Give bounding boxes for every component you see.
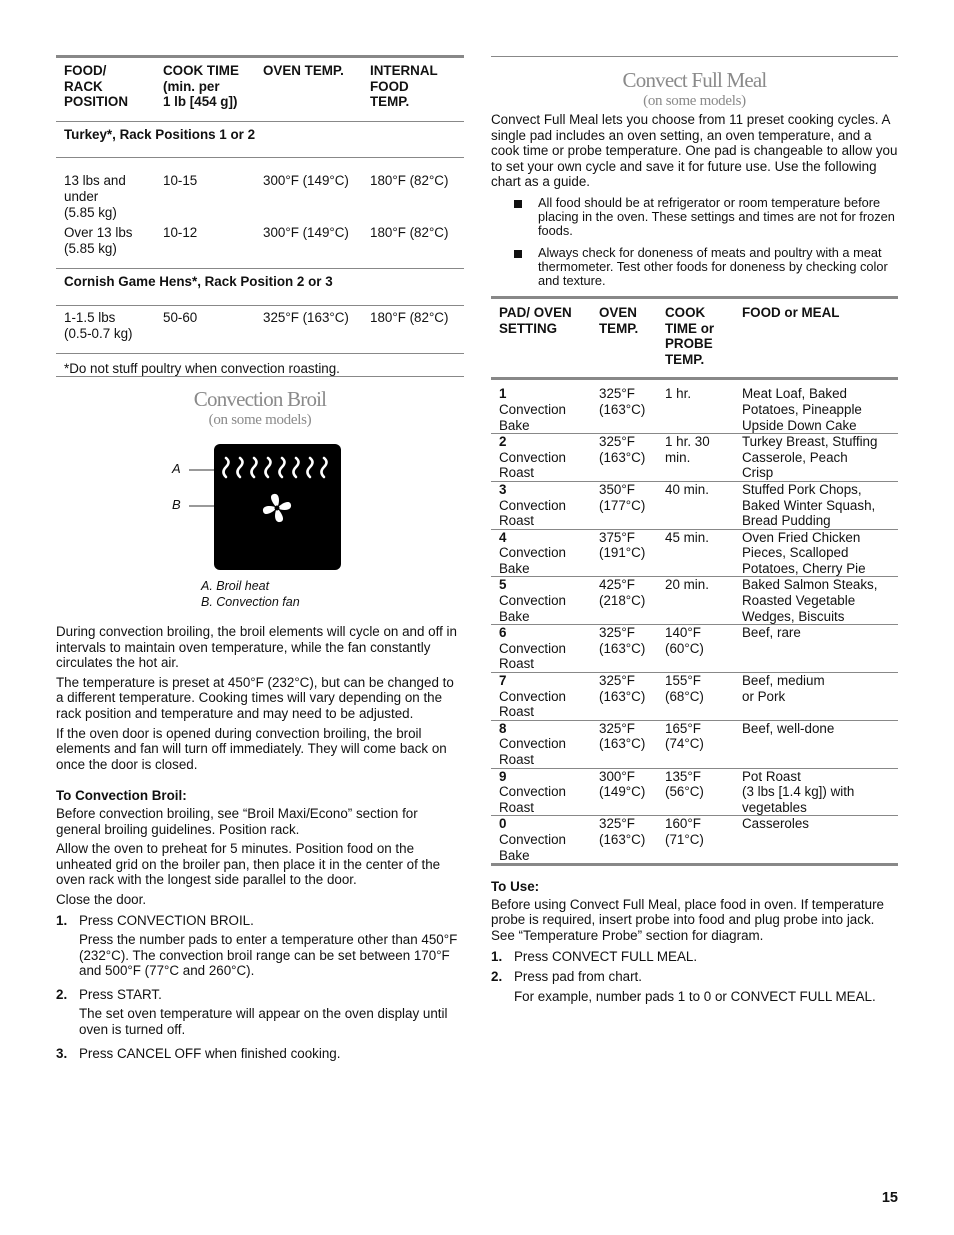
- cell-cook-time: [657, 434, 734, 482]
- cell-oven-temp: [591, 481, 657, 529]
- oven-setting: Convection Roast: [499, 736, 566, 767]
- cell-cook-time-text: 1 hr.: [665, 386, 692, 402]
- header-oven-temp: OVEN TEMP.: [591, 297, 657, 378]
- table-row: 13 lbs and under (5.85 kg) 10-15 300°F (149°C) 180°F (82°C): [64, 173, 449, 220]
- cell-cook-time: [657, 481, 734, 529]
- step-2: 2. Press START. The set oven temperature will appear on the oven display until oven is turned off.: [56, 986, 448, 1038]
- convect-full-meal-section: [491, 56, 898, 1004]
- cell-oven-temp: [591, 434, 657, 482]
- figure-label-b: B: [172, 497, 181, 512]
- body-paragraph: During convection broiling, the broil elements will cycle on and off in intervals to maintain oven temperature, while the fan constantly circulates the hot air.: [56, 624, 457, 671]
- oven-setting: Convection Bake: [499, 831, 566, 863]
- table-row: [491, 673, 898, 721]
- header-cook-time: COOK TIME or PROBE TEMP.: [657, 297, 734, 378]
- step-2: 2. Press pad from chart. For example, number pads 1 to 0 or CONVECT FULL MEAL.: [491, 969, 876, 1004]
- cell-cook-time: [657, 379, 734, 434]
- header-food-meal: FOOD or MEAL: [734, 297, 898, 378]
- caption-broil-heat: A. Broil heat: [201, 579, 270, 593]
- cell-cook-time: [657, 720, 734, 768]
- full-meal-table: [491, 296, 898, 866]
- cell-oven-temp-text: 325°F (163°C): [599, 720, 646, 752]
- cell-cook-time: [657, 577, 734, 625]
- caption-convection-fan: B. Convection fan: [201, 595, 300, 609]
- full-meal-table-header: [491, 297, 898, 378]
- cell-food-meal-text: Casseroles: [742, 816, 809, 832]
- cell-food-meal-text: Meat Loaf, Baked Potatoes, Pineapple Upside Down Cake: [742, 386, 862, 433]
- table-row: 1-1.5 lbs (0.5-0.7 kg) 50-60 325°F (163°C) 180°F (82°C): [56, 305, 464, 353]
- cell-oven-temp-text: 425°F (218°C): [599, 577, 646, 609]
- cell-oven-temp: [591, 577, 657, 625]
- figure-label-a: A: [172, 461, 181, 476]
- header-food-rack: FOOD/ RACK POSITION: [64, 63, 128, 110]
- convection-broil-figure: [56, 444, 464, 614]
- table-row: [491, 481, 898, 529]
- group-cornish-title: Cornish Game Hens*, Rack Position 2 or 3: [56, 269, 464, 306]
- cell-oven-temp: [591, 720, 657, 768]
- cell-pad-setting: [491, 434, 591, 482]
- pad-number: 0: [499, 816, 507, 832]
- cell-cook-time-text: 20 min.: [665, 577, 709, 593]
- cell-oven-temp-text: 325°F (163°C): [599, 816, 646, 847]
- cell-oven-temp-text: 325°F (163°C): [599, 386, 646, 417]
- step-3: 3. Press CANCEL OFF when finished cooking.: [56, 1045, 341, 1061]
- cell-cook-time-text: 45 min.: [665, 529, 709, 545]
- step-1: 1. Press CONVECT FULL MEAL.: [491, 948, 698, 964]
- pad-number: 8: [499, 720, 507, 736]
- cell-food-meal-text: Beef, medium or Pork: [742, 673, 825, 704]
- howto-heading: To Convection Broil:: [56, 788, 187, 804]
- cell-cook-time: [657, 529, 734, 577]
- oven-setting: Convection Roast: [499, 688, 566, 720]
- oven-setting: Convection Bake: [499, 593, 566, 624]
- cell-pad-setting: [491, 379, 591, 434]
- pad-number: 7: [499, 673, 507, 689]
- oven-setting: Convection Bake: [499, 545, 566, 576]
- pad-number: 3: [499, 481, 507, 497]
- intro-paragraph: Convect Full Meal lets you choose from 11 preset cooking cycles. A single pad includes an oven setting, an oven temperature, and a cook time or probe temperature. One pad is changeable to allow you to set your own cycle and save it for future use. Use the following chart as a guide.: [491, 112, 898, 190]
- header-internal-temp: INTERNAL FOOD TEMP.: [370, 63, 438, 110]
- oven-setting: Convection Bake: [499, 401, 566, 433]
- cell-food-meal: [734, 720, 898, 768]
- cell-food-meal: [734, 529, 898, 577]
- cell-food-meal: [734, 434, 898, 482]
- cell-oven-temp: [591, 768, 657, 816]
- pad-number: 4: [499, 529, 507, 545]
- table-row: [491, 816, 898, 865]
- oven-setting: Convection Roast: [499, 784, 566, 815]
- cell-pad-setting: [491, 816, 591, 865]
- cell-cook-time-text: 155°F (68°C): [665, 673, 704, 704]
- page-number: 15: [881, 1190, 898, 1206]
- table-row: [491, 625, 898, 673]
- cell-food-meal-text: Stuffed Pork Chops, Baked Winter Squash, Bread Pudding: [742, 481, 876, 529]
- bullet-item: All food should be at refrigerator or room temperature before placing in the oven. These settings and times are not for frozen foods.: [491, 196, 898, 238]
- cell-pad-setting: [491, 720, 591, 768]
- pad-number: 9: [499, 768, 507, 784]
- cell-oven-temp: [591, 673, 657, 721]
- cell-food-meal: [734, 625, 898, 673]
- cell-food-meal: [734, 577, 898, 625]
- cell-food-meal: [734, 379, 898, 434]
- cell-oven-temp: [591, 816, 657, 865]
- oven-setting: Convection Roast: [499, 640, 566, 672]
- table-row: [491, 577, 898, 625]
- cell-food-meal-text: Pot Roast (3 lbs [1.4 kg]) with vegetables: [742, 768, 855, 815]
- body-paragraph: Allow the oven to preheat for 5 minutes. Position food on the unheated grid on the broiler pan, then place it in the center of the oven rack with the longest side parallel to the door.: [56, 841, 441, 888]
- table-row: [491, 434, 898, 482]
- cell-cook-time-text: 165°F (74°C): [665, 720, 704, 752]
- cell-pad-setting: [491, 768, 591, 816]
- body-paragraph: Before convection broiling, see “Broil Maxi/Econo” section for general broiling guidelines. Position rack.: [56, 805, 418, 837]
- cell-oven-temp-text: 325°F (163°C): [599, 673, 646, 704]
- pad-number: 6: [499, 625, 507, 641]
- bullet-square-icon: [514, 250, 522, 258]
- pad-number: 1: [499, 386, 507, 402]
- convect-full-meal-subtitle: (on some models): [643, 93, 746, 109]
- convection-broil-body: [56, 624, 464, 1061]
- cell-food-meal: [734, 673, 898, 721]
- cell-food-meal: [734, 768, 898, 816]
- cell-oven-temp: [591, 625, 657, 673]
- cell-food-meal-text: Baked Salmon Steaks, Roasted Vegetable Wedges, Biscuits: [742, 577, 878, 624]
- cell-oven-temp: [591, 529, 657, 577]
- section-divider: [491, 56, 898, 57]
- convect-full-meal-title: Convect Full Meal: [622, 68, 767, 92]
- table-row: [491, 529, 898, 577]
- cell-pad-setting: [491, 577, 591, 625]
- cell-food-meal-text: Beef, rare: [742, 625, 801, 641]
- table-row: [491, 720, 898, 768]
- cell-cook-time: [657, 768, 734, 816]
- pad-number: 5: [499, 577, 507, 593]
- roasting-note: *Do not stuff poultry when convection roasting.: [64, 361, 340, 377]
- body-paragraph: The temperature is preset at 450°F (232°C), but can be changed to a different temperature. Cooking times will vary depending on the rack position and temperature and may need to be adjusted.: [56, 674, 454, 721]
- cell-food-meal-text: Beef, well-done: [742, 720, 835, 736]
- cell-cook-time-text: 40 min.: [665, 481, 709, 497]
- cell-cook-time-text: 1 hr. 30 min.: [665, 434, 710, 465]
- full-meal-table-body: [491, 379, 898, 865]
- cell-oven-temp: [591, 379, 657, 434]
- cell-cook-time: [657, 625, 734, 673]
- cell-oven-temp-text: 325°F (163°C): [599, 625, 646, 656]
- body-paragraph: If the oven door is opened during convection broiling, the broil elements and fan will turn off immediately. They will come back on once the door is closed.: [56, 725, 447, 772]
- roasting-table-header: [56, 58, 464, 121]
- bullet-item: Always check for doneness of meats and poultry with a meat thermometer. Test other foods for doneness by checking color and texture.: [491, 246, 898, 288]
- table-row: [491, 379, 898, 434]
- convection-fan-icon: [262, 493, 292, 523]
- convection-broil-title: Convection Broil: [193, 387, 327, 411]
- convection-broil-subtitle: (on some models): [208, 412, 312, 428]
- cell-pad-setting: [491, 481, 591, 529]
- cell-cook-time-text: 135°F (56°C): [665, 768, 704, 800]
- pad-number: 2: [499, 434, 507, 450]
- convection-broil-section: [56, 376, 464, 1061]
- cell-food-meal: [734, 481, 898, 529]
- section-divider: [56, 376, 464, 377]
- table-row: [491, 768, 898, 816]
- cell-oven-temp-text: 325°F (163°C): [599, 434, 646, 465]
- cell-cook-time: [657, 816, 734, 865]
- cell-oven-temp-text: 300°F (149°C): [599, 768, 646, 800]
- cell-cook-time-text: 160°F (71°C): [665, 816, 704, 847]
- header-cook-time: COOK TIME (min. per 1 lb [454 g]): [163, 63, 239, 110]
- group-turkey-title: Turkey*, Rack Positions 1 or 2: [56, 121, 464, 158]
- touse-paragraph: Before using Convect Full Meal, place food in oven. If temperature probe is required, insert probe into food and plug probe into jack. See “Temperature Probe” section for diagram.: [491, 896, 885, 943]
- roasting-table: [56, 55, 464, 397]
- cell-oven-temp-text: 350°F (177°C): [599, 481, 646, 513]
- cell-oven-temp-text: 375°F (191°C): [599, 529, 646, 561]
- oven-setting: Convection Roast: [499, 449, 566, 481]
- cell-food-meal-text: Turkey Breast, Stuffing Casserole, Peach Crisp: [742, 434, 878, 481]
- touse-heading: To Use:: [491, 879, 540, 895]
- body-paragraph: Close the door.: [56, 891, 147, 907]
- oven-display-panel: [214, 444, 341, 570]
- table-row: Over 13 lbs (5.85 kg) 10-12 300°F (149°C) 180°F (82°C): [56, 220, 464, 269]
- header-pad-setting: PAD/ OVEN SETTING: [491, 297, 591, 378]
- cell-cook-time-text: 140°F (60°C): [665, 625, 704, 656]
- cell-food-meal-text: Oven Fried Chicken Pieces, Scalloped Potatoes, Cherry Pie: [742, 529, 866, 576]
- cell-pad-setting: [491, 529, 591, 577]
- step-1: 1. Press CONVECTION BROIL. Press the number pads to enter a temperature other than 450°F (232°C). The convection broil range can be set between 170°F and 500°F (77°C and 260°C).: [56, 912, 458, 979]
- header-oven-temp: OVEN TEMP.: [263, 63, 344, 78]
- cell-pad-setting: [491, 625, 591, 673]
- cell-cook-time: [657, 673, 734, 721]
- bullet-square-icon: [514, 200, 522, 208]
- oven-setting: Convection Roast: [499, 497, 566, 529]
- cell-food-meal: [734, 816, 898, 865]
- cell-pad-setting: [491, 673, 591, 721]
- roasting-table-grid: [56, 58, 464, 397]
